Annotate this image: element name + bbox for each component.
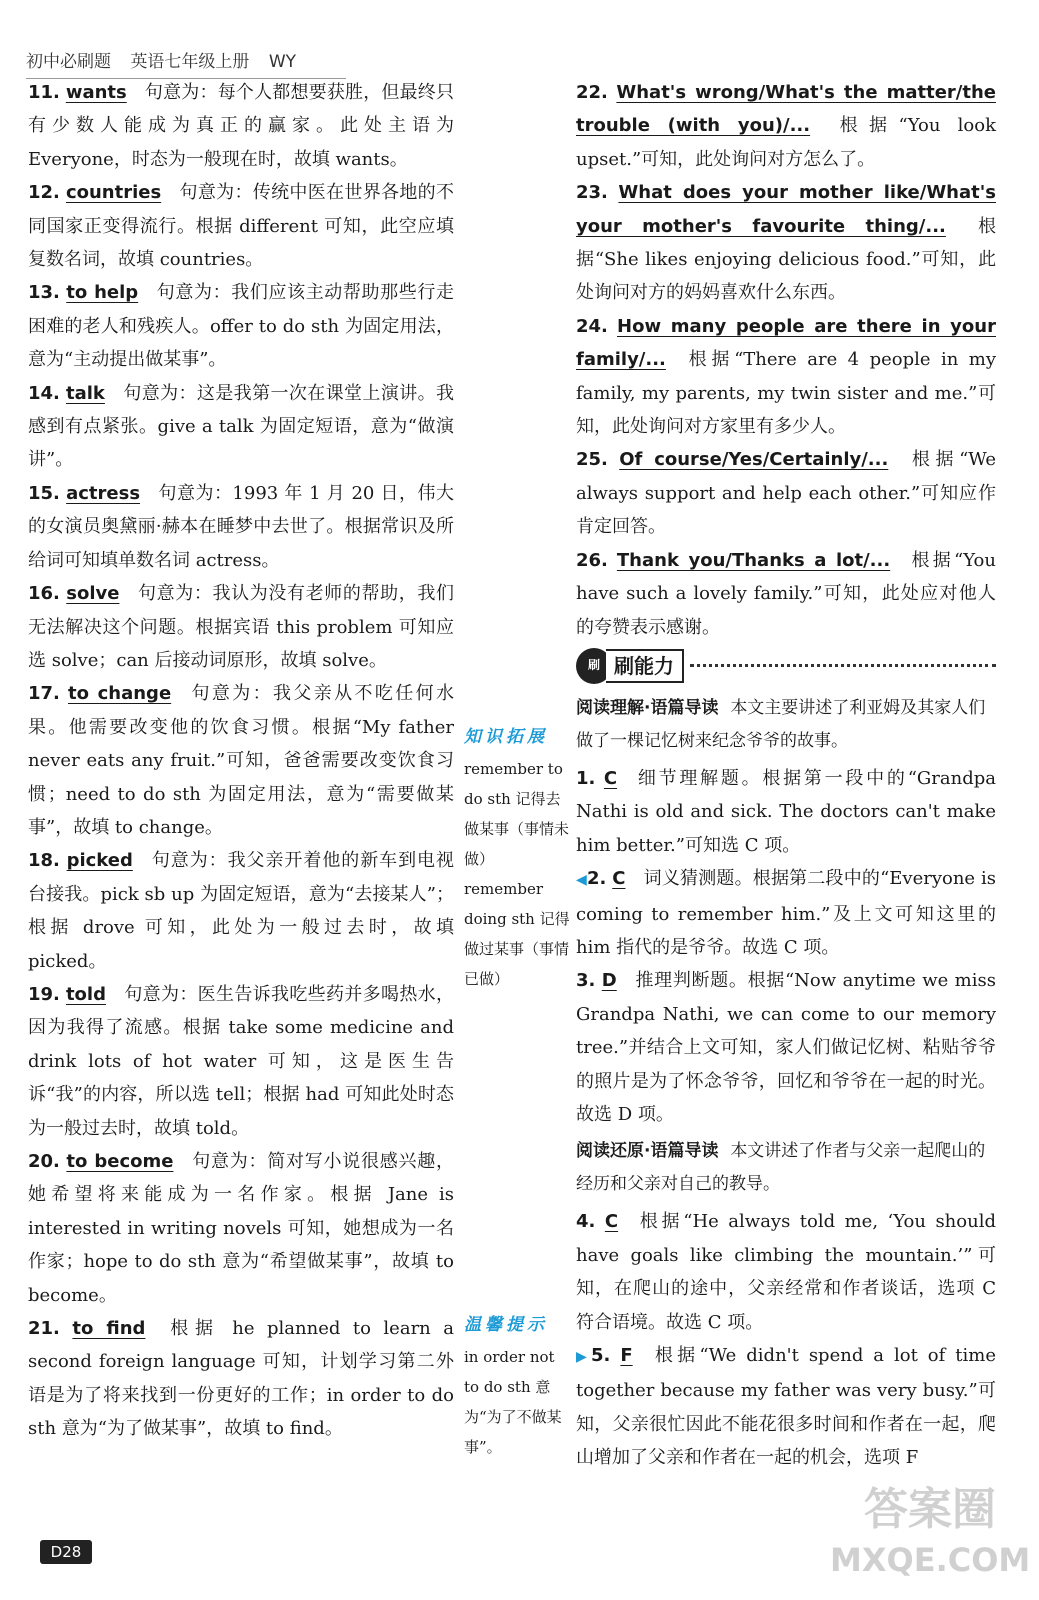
item-explanation: 词义猜测题。根据第二段中的“Everyone is coming to remember him.”及上文可知这里的 him 指代的是爷爷。故选 C 项。 <box>576 868 996 958</box>
answer-item-12 <box>28 176 454 276</box>
answer-item-20 <box>28 1145 454 1312</box>
item-answer: C <box>603 767 618 789</box>
item-answer: C <box>604 1211 619 1233</box>
item-number: 17. <box>28 683 60 705</box>
item-explanation: 根据“There are 4 people in my family, my parents, my twin sister and me.”可知，此处询问对方家里有多少人。 <box>576 349 996 438</box>
item-answer: to find <box>72 1318 146 1340</box>
answer-item-18 <box>28 844 454 978</box>
answer-item-r5 <box>576 1339 996 1475</box>
watermark-logo-text: 答案圈 <box>864 1484 996 1535</box>
item-explanation: 根据“We didn't spend a lot of time together because my father was very busy.”可知，父亲很忙因此不能花很多时间和作者在一起，爬山增加了父亲和作者在一起的机会，选项 F <box>576 1345 996 1469</box>
answer-item-r4 <box>576 1205 996 1339</box>
warm-tip-note <box>464 1310 570 1462</box>
answer-item-13 <box>28 276 454 376</box>
pointer-arrow-icon: ▶ <box>576 1349 592 1365</box>
item-explanation: 句意为：简对写小说很感兴趣，她希望将来能成为一名作家。根据 Jane is interested in writing novels 可知，她想成为一名作家；hope to do sth 意为“希望做某事”，故填 to become。 <box>28 1151 454 1306</box>
item-answer: told <box>65 983 106 1005</box>
reading-restoration-guide <box>576 1135 996 1201</box>
item-answer: How many people are there in your family/... <box>576 315 996 371</box>
item-answer: talk <box>66 382 105 404</box>
item-answer: F <box>620 1345 633 1366</box>
answer-item-15 <box>28 477 454 577</box>
item-answer: solve <box>66 583 120 605</box>
running-header <box>26 48 346 79</box>
item-explanation: 句意为：这是我第一次在课堂上演讲。我感到有点紧张。give a talk 为固定短语，意为“做演讲”。 <box>28 382 454 471</box>
item-answer: actress <box>66 482 141 504</box>
item-answer: D <box>601 970 617 992</box>
item-number: 16. <box>28 583 60 605</box>
item-explanation: 句意为：每个人都想要获胜，但最终只有少数人能成为真正的赢家。此处主语为 Everyone，时态为一般现在时，故填 wants。 <box>28 82 454 170</box>
item-answer: to help <box>66 282 139 304</box>
item-explanation: 句意为：传统中医在世界各地的不同国家正变得流行。根据 different 可知，此空应填复数名词，故填 countries。 <box>28 182 454 271</box>
knowledge-extension-note <box>464 722 570 994</box>
answer-item-24 <box>576 310 996 444</box>
section-heading-brush-ability <box>576 646 996 686</box>
item-number: 13. <box>28 282 60 304</box>
item-number: 25. <box>576 449 608 471</box>
item-number: 14. <box>28 382 60 404</box>
answer-item-17 <box>28 677 454 844</box>
note-title: 知识拓展 <box>464 727 548 747</box>
item-answer: What does your mother like/What's your mother's favourite thing/... <box>576 182 996 237</box>
item-explanation: 句意为：医生告诉我吃些药并多喝热水，因为我得了流感。根据 take some medicine and drink lots of hot water 可知，这是医生告诉“我”的内容，所以选 tell；根据 had 可知此处时态为一般过去时，故填 told。 <box>28 983 454 1139</box>
note-title: 温馨提示 <box>464 1315 548 1335</box>
answer-item-19 <box>28 978 454 1145</box>
right-column <box>576 76 996 1475</box>
answer-item-21 <box>28 1312 454 1446</box>
dotted-divider <box>690 664 996 667</box>
item-explanation: 细节理解题。根据第一段中的“Grandpa Nathi is old and sick. The doctors can't make him better.”可知选 C 项。 <box>576 767 996 856</box>
item-number: 4. <box>576 1211 596 1233</box>
item-number: 21. <box>28 1318 60 1340</box>
item-answer: What's wrong/What's the matter/the trouble (with you)/... <box>576 82 996 137</box>
item-answer: Of course/Yes/Certainly/... <box>619 449 889 471</box>
item-explanation: 根据“He always told me, ‘You should have goals like climbing the mountain.’”可知，在爬山的途中，父亲经常和作者谈话，选项 C 符合语境。故选 C 项。 <box>576 1211 996 1333</box>
item-number: 18. <box>28 850 60 872</box>
answer-item-26 <box>576 544 996 644</box>
brush-badge-icon: 刷 <box>576 648 612 684</box>
item-number: 1. <box>576 767 596 789</box>
item-number: 11. <box>28 82 60 103</box>
guide-intro: 本文讲述了作者与父亲一起爬山的经历和父亲对自己的教导。 <box>576 1141 986 1195</box>
subject-title: 英语七年级上册 <box>130 52 250 72</box>
item-explanation: 根据 he planned to learn a second foreign language 可知，计划学习第二外语是为了将来找到一份更好的工作；in order to do sth 意为“为了做某事”，故填 to find。 <box>28 1318 454 1440</box>
item-explanation: 根据“You look upset.”可知，此处询问对方怎么了。 <box>576 115 996 170</box>
item-number: 15. <box>28 482 60 504</box>
answer-item-25 <box>576 443 996 543</box>
note-line: remember doing sth 记得做过某事（事情已做） <box>464 880 570 988</box>
item-number: 22. <box>576 82 608 103</box>
guide-title: 阅读还原·语篇导读 <box>576 1141 719 1162</box>
item-number: 5. <box>591 1345 611 1366</box>
item-number: 12. <box>28 182 60 204</box>
site-watermark <box>830 1480 1030 1590</box>
item-explanation: 根据“You have such a lovely family.”可知，此处应对他人的夸赞表示感谢。 <box>576 549 996 638</box>
guide-title: 阅读理解·语篇导读 <box>576 697 719 718</box>
item-explanation: 根据“We always support and help each other.”可知应作肯定回答。 <box>576 449 996 538</box>
book-title: 初中必刷题 <box>26 52 111 72</box>
item-answer: to become <box>66 1151 174 1172</box>
answer-item-14 <box>28 377 454 477</box>
item-number: 26. <box>576 549 608 571</box>
item-explanation: 推理判断题。根据“Now anytime we miss Grandpa Nathi, we can come to our memory tree.”并结合上文可知，家人们做记忆树、粘贴爷爷的照片是为了怀念爷爷，回忆和爷爷在一起的时光。故选 D 项。 <box>576 970 996 1125</box>
item-answer: countries <box>65 182 162 204</box>
item-number: 2. <box>586 868 607 890</box>
item-answer: C <box>612 868 626 890</box>
answer-item-23 <box>576 176 996 310</box>
watermark-url: MXQE.COM <box>830 1541 1031 1579</box>
item-number: 19. <box>28 983 60 1005</box>
item-number: 20. <box>28 1151 60 1172</box>
item-answer: picked <box>66 850 133 872</box>
section-label: 刷能力 <box>606 649 684 683</box>
edition-label: WY <box>268 52 297 72</box>
left-column <box>28 76 454 1446</box>
item-answer: to change <box>68 683 172 705</box>
page-number: D28 <box>40 1540 92 1564</box>
answer-item-11 <box>28 76 454 176</box>
item-explanation: 根据“She likes enjoying delicious food.”可知，此处询问对方的妈妈喜欢什么东西。 <box>576 215 996 304</box>
item-explanation: 句意为：我认为没有老师的帮助，我们无法解决这个问题。根据宾语 this problem 可知应选 solve；can 后接动词原形，故填 solve。 <box>28 583 454 671</box>
item-explanation: 句意为：1993 年 1 月 20 日，伟大的女演员奥黛丽·赫本在睡梦中去世了。根据常识及所给词可知填单数名词 actress。 <box>28 482 454 571</box>
item-number: 24. <box>576 315 608 337</box>
answer-item-r3 <box>576 964 996 1131</box>
reading-comprehension-guide <box>576 692 996 758</box>
item-number: 3. <box>576 970 596 992</box>
item-explanation: 句意为：我们应该主动帮助那些行走困难的老人和残疾人。offer to do sth 为固定用法，意为“主动提出做某事”。 <box>28 282 454 371</box>
item-explanation: 句意为：我父亲开着他的新车到电视台接我。pick sb up 为固定短语，意为“去接某人”；根据 drove 可知，此处为一般过去时，故填 picked。 <box>28 850 454 972</box>
answer-item-r1 <box>576 762 996 862</box>
item-explanation: 句意为：我父亲从不吃任何水果。他需要改变他的饮食习惯。根据“My father never eats any fruit.”可知，爸爸需要改变饮食习惯；need to do sth 为固定用法，意为“需要做某事”，故填 to change。 <box>28 683 455 838</box>
note-line: in order not to do sth 意为“为了不做某事”。 <box>464 1348 562 1456</box>
answer-item-r2 <box>576 862 996 964</box>
item-answer: wants <box>65 82 127 103</box>
note-line: remember to do sth 记得去做某事（事情未做） <box>464 760 570 868</box>
item-number: 23. <box>576 182 608 204</box>
answer-item-16 <box>28 577 454 677</box>
pointer-arrow-icon: ◀ <box>576 872 587 889</box>
item-answer: Thank you/Thanks a lot/... <box>616 549 891 571</box>
answer-item-22 <box>576 76 996 176</box>
guide-intro: 本文主要讲述了利亚姆及其家人们做了一棵记忆树来纪念爷爷的故事。 <box>576 697 986 751</box>
